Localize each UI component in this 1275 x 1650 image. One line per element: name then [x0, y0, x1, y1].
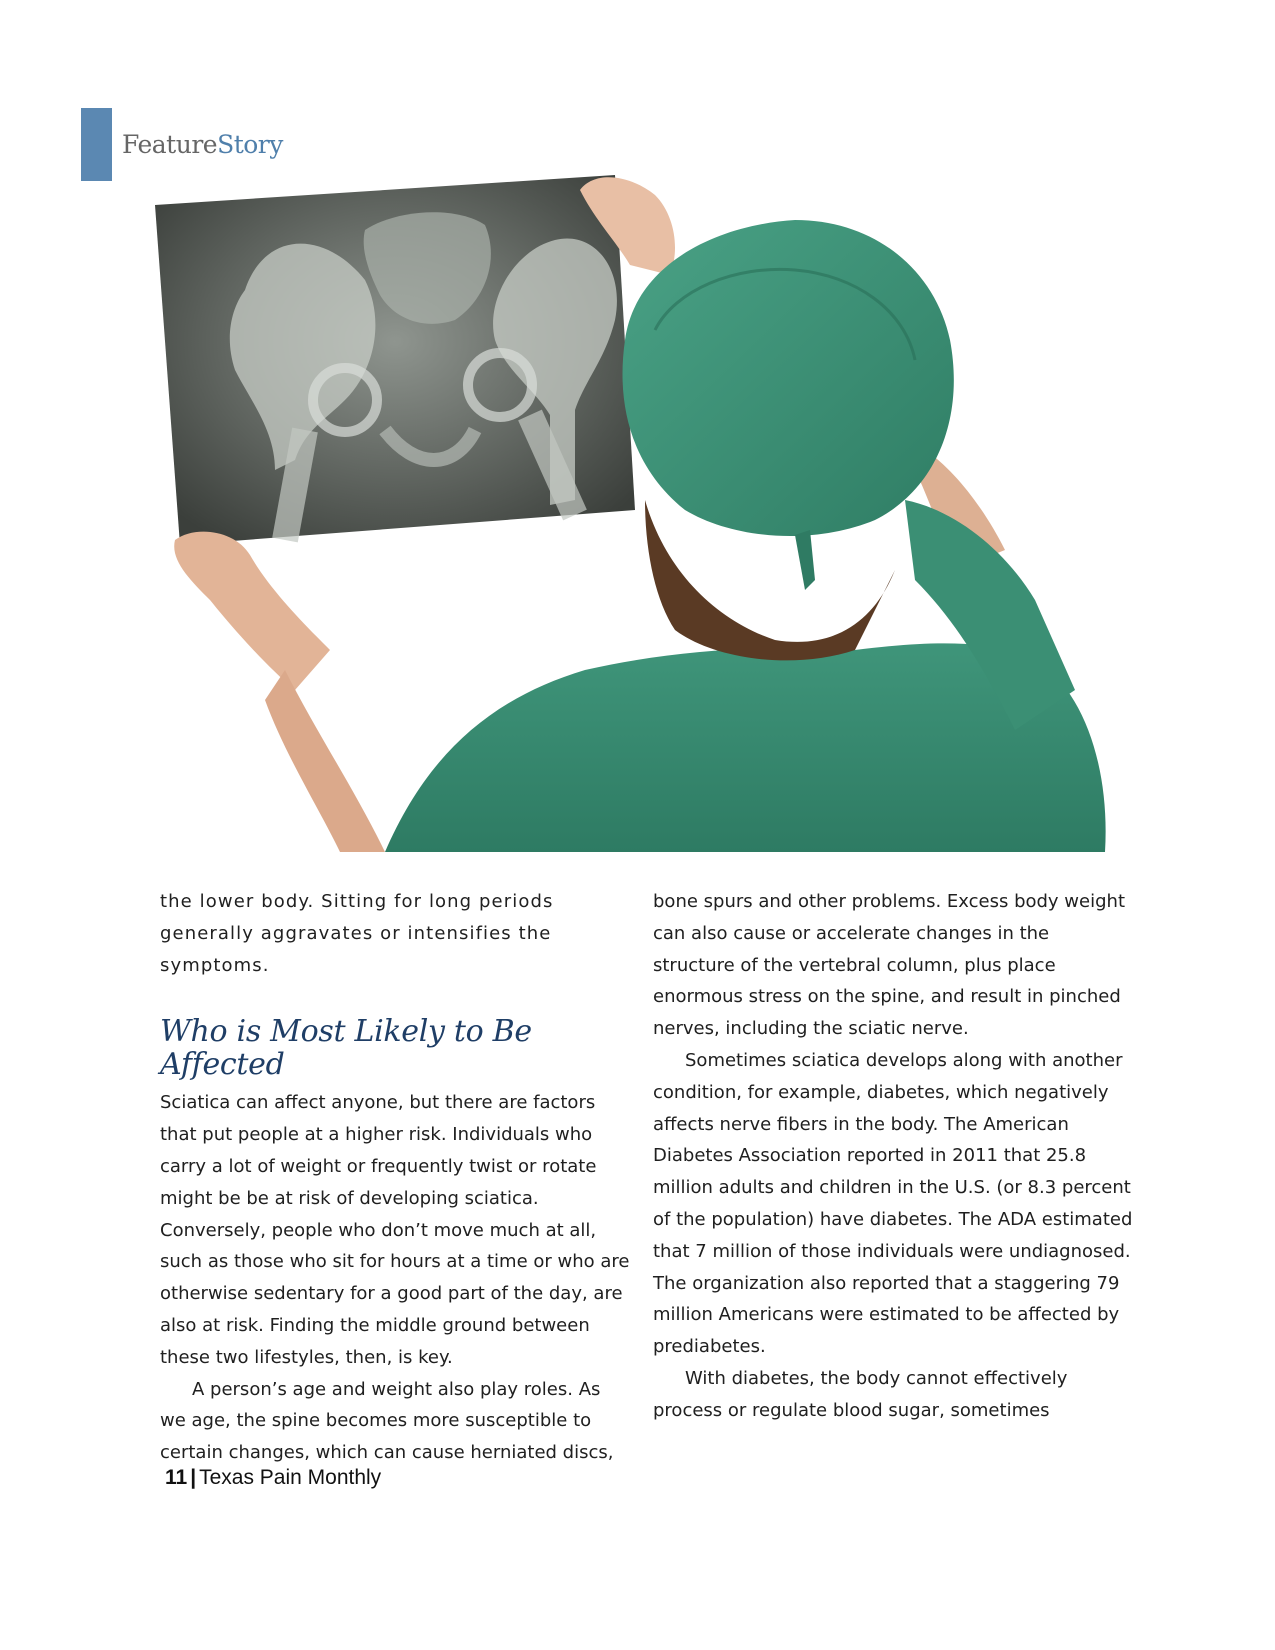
section-label-story: Story [217, 130, 283, 159]
page-footer [165, 1466, 381, 1490]
body-paragraph: Sciatica can affect anyone, but there are factors that put people at a higher risk. Individuals who carry a lot of weight or frequently twist or rotate might be be at risk of developing sciatica. Conversely, people who don’t move much at all, such as those who sit for hours at a time or who are otherwise sedentary for a good part of the day, are also at risk. Finding the middle ground between these two lifestyles, then, is key. [160, 1092, 630, 1368]
section-heading: Who is Most Likely to Be Affected [160, 1014, 532, 1083]
body-paragraph: A person’s age and weight also play roles. As we age, the spine becomes more susceptible to certain changes, which can cause herniated discs, [160, 1378, 614, 1464]
xray-film [155, 175, 635, 545]
page-number: 11 [165, 1466, 188, 1489]
intro-paragraph: the lower body. Sitting for long periods generally aggravates or intensifies the symptoms. [160, 891, 554, 976]
body-paragraph: Sometimes sciatica develops along with another condition, for example, diabetes, which negatively affects nerve fibers in the body. The American Diabetes Association reported in 2011 that 25.8 million adults and children in the U.S. (or 8.3 percent of the population) have diabetes. The ADA estimated that 7 million of those individuals were undiagnosed. The organization also reported that a staggering 79 million Americans were estimated to be affected by prediabetes. [653, 1049, 1133, 1358]
surgical-cap [623, 220, 954, 590]
footer-separator: | [190, 1466, 197, 1489]
article-right-column [653, 886, 1133, 1427]
body-paragraph: With diabetes, the body cannot effectively process or regulate blood sugar, sometimes [653, 1367, 1068, 1421]
section-accent-bar [81, 108, 112, 181]
section-label-feature: Feature [122, 130, 218, 159]
article-left-column [160, 886, 630, 1469]
section-label [122, 132, 283, 157]
doctor-xray-photo [155, 170, 1140, 852]
publication-name: Texas Pain Monthly [199, 1466, 382, 1489]
body-paragraph: bone spurs and other problems. Excess body weight can also cause or accelerate changes in the structure of the vertebral column, plus place enormous stress on the spine, and result in pinched nerves, including the sciatic nerve. [653, 891, 1125, 1040]
